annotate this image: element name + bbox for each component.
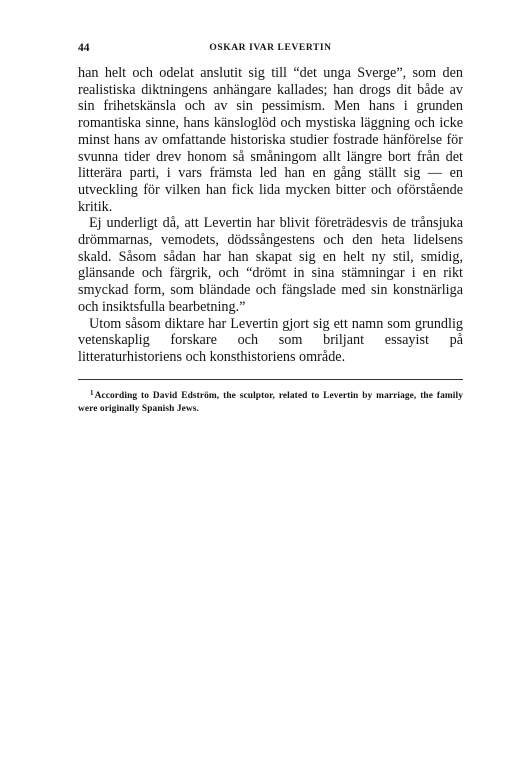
footnote-marker: 1 — [90, 388, 94, 397]
running-head — [78, 40, 463, 56]
footnote — [78, 390, 463, 416]
footnote-text: According to David Edström, the sculptor, related to Levertin by marriage, the family were originally Spanish Jews. — [78, 390, 463, 414]
text-body — [78, 65, 463, 366]
page-number: 44 — [78, 42, 90, 54]
paragraph-3: Utom såsom diktare har Levertin gjort sig ett namn som grundlig vetenskaplig forskare och som briljant essayist på litteraturhistoriens och konsthistoriens område. — [78, 315, 463, 365]
paragraph-2: Ej underligt då, att Levertin har blivit företrädesvis de trånsjuka drömmarnas, vemodets, dödssångestens och den heta lidelsens skald. Såsom sådan har han skapat sig en helt ny stil, smidig, glänsande och färgrik, och “drömt in sina stämningar i en rikt smyckad form, som bländade och fängslade med sin konstnärliga och insiktsfulla bearbetning.” — [78, 215, 463, 315]
paragraph-1: han helt och odelat anslutit sig till “det unga Sverge”, som den realistiska diktningens anhängare kallades; han drogs dit både av sin frihetskänsla och av sin pessimism. Men hans i grunden romantiska sinne, hans känsloglöd och mystiska läggning och icke minst hans av omfattande historiska studier fostrade hänförelse för svunna tider drev honom så småningom allt längre bort från det litterära parti, i vars främsta led han en gång ställt sig — en utveckling för vilken han fick lida mycken bitter och oförstående kritik. — [78, 65, 463, 215]
running-title: OSKAR IVAR LEVERTIN — [209, 43, 332, 53]
footnote-divider — [78, 379, 463, 380]
book-page — [78, 40, 463, 416]
